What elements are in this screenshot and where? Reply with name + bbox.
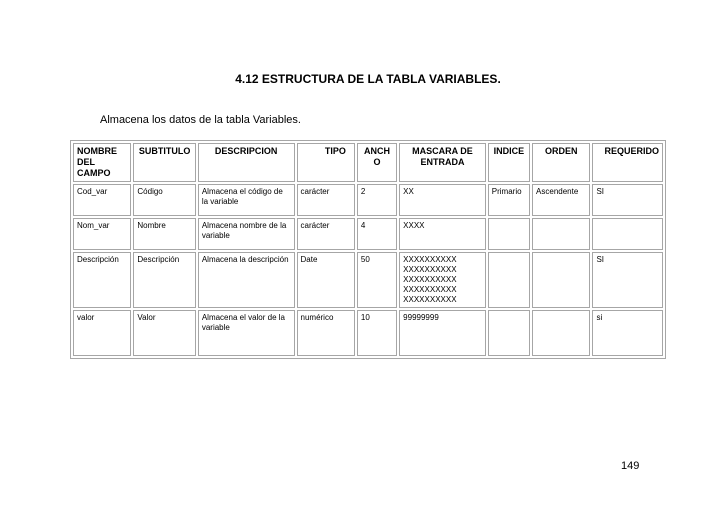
cell-ancho: 10 — [357, 310, 397, 356]
page-title: 4.12 ESTRUCTURA DE LA TABLA VARIABLES. — [235, 72, 501, 86]
cell-indice — [488, 310, 530, 356]
cell-orden — [532, 310, 590, 356]
cell-nombre: Nom_var — [73, 218, 131, 250]
cell-ancho: 4 — [357, 218, 397, 250]
cell-ancho: 2 — [357, 184, 397, 216]
cell-orden — [532, 252, 590, 308]
cell-indice: Primario — [488, 184, 530, 216]
table-row — [73, 310, 663, 356]
table-row — [73, 252, 663, 308]
cell-mascara: XXXX — [399, 218, 486, 250]
cell-mascara: 99999999 — [399, 310, 486, 356]
cell-mascara — [399, 252, 486, 308]
header-subtitulo: SUBTITULO — [133, 143, 195, 182]
header-orden: ORDEN — [532, 143, 590, 182]
header-indice: INDICE — [488, 143, 530, 182]
cell-indice — [488, 218, 530, 250]
cell-nombre: valor — [73, 310, 131, 356]
cell-descripcion: Almacena el valor de la variable — [198, 310, 295, 356]
cell-tipo: carácter — [297, 218, 355, 250]
mask-line: XXXXXXXXXX — [403, 255, 457, 264]
cell-subtitulo: Valor — [133, 310, 195, 356]
page-number: 149 — [621, 460, 640, 472]
header-requerido: REQUERIDO — [592, 143, 663, 182]
mask-line: XXXXXXXXXX — [403, 265, 457, 274]
cell-subtitulo: Descripción — [133, 252, 195, 308]
header-mascara-de-entrada: MASCARA DE ENTRADA — [399, 143, 486, 182]
cell-nombre: Descripción — [73, 252, 131, 308]
cell-requerido: SI — [592, 252, 663, 308]
header-ancho: ANCHO — [357, 143, 397, 182]
cell-mascara: XX — [399, 184, 486, 216]
intro-text: Almacena los datos de la tabla Variables. — [100, 114, 301, 126]
mask-line: XXXXXXXXXX — [403, 295, 457, 304]
header-tipo: TIPO — [297, 143, 355, 182]
cell-tipo: numérico — [297, 310, 355, 356]
cell-descripcion: Almacena la descripción — [198, 252, 295, 308]
header-descripcion: DESCRIPCION — [198, 143, 295, 182]
cell-indice — [488, 252, 530, 308]
cell-requerido: SI — [592, 184, 663, 216]
mask-line: XXXXXXXXXX — [403, 285, 457, 294]
cell-subtitulo: Nombre — [133, 218, 195, 250]
table-header-row — [73, 143, 663, 182]
cell-tipo: Date — [297, 252, 355, 308]
cell-requerido — [592, 218, 663, 250]
cell-orden — [532, 218, 590, 250]
cell-descripcion: Almacena nombre de la variable — [198, 218, 295, 250]
cell-tipo: carácter — [297, 184, 355, 216]
variables-structure-table — [70, 140, 666, 359]
table-row — [73, 184, 663, 216]
cell-subtitulo: Código — [133, 184, 195, 216]
cell-ancho: 50 — [357, 252, 397, 308]
cell-requerido: si — [592, 310, 663, 356]
cell-descripcion: Almacena el código de la variable — [198, 184, 295, 216]
cell-orden: Ascendente — [532, 184, 590, 216]
mask-line: XXXXXXXXXX — [403, 275, 457, 284]
header-nombre-del-campo: NOMBRE DEL CAMPO — [73, 143, 131, 182]
table-row — [73, 218, 663, 250]
cell-nombre: Cod_var — [73, 184, 131, 216]
